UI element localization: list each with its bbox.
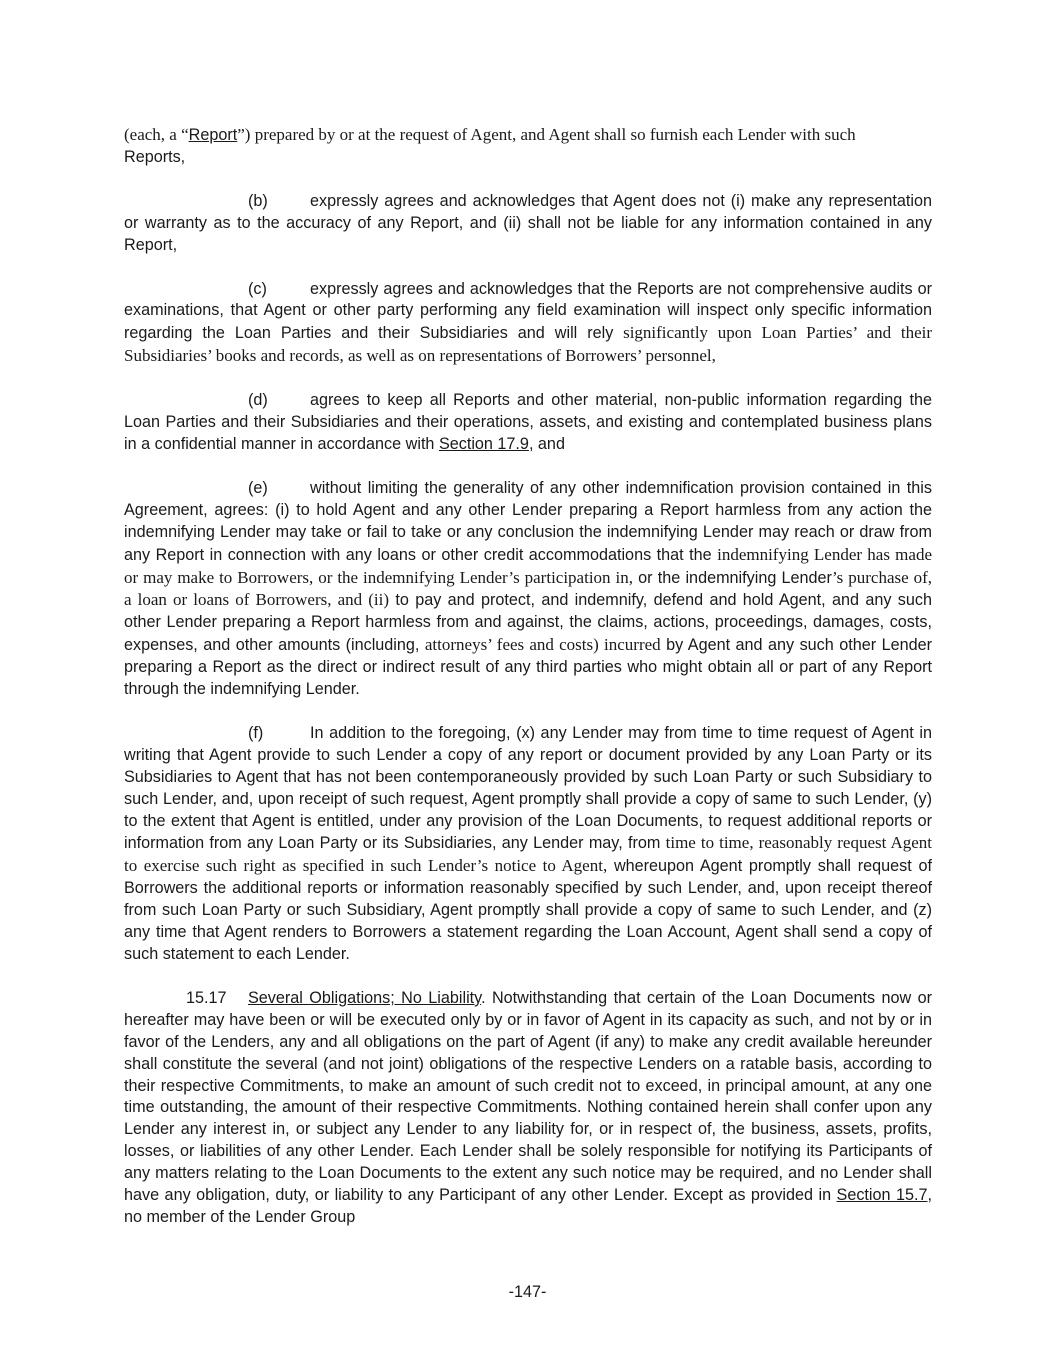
clause-c	[124, 279, 932, 369]
section-17-9-link[interactable]: Section 17.9	[438, 434, 529, 453]
section-15-17	[124, 988, 932, 1229]
intro-post: ”) prepared by or at the request of Agent, and Agent shall so furnish each Lender with such	[237, 125, 856, 144]
clause-text: whereupon Agent promptly shall request of Borrowers the additional reports or information reasonably specified by such Lender, and, upon receipt thereof from such Loan Party or such Subsidiary, Agent promptly shall provide a copy of same to such Lender, and (z) any time that Agent renders to Borrowers a statement regarding the Loan Account, Agent shall send a copy of such statement to each Lender.	[124, 857, 932, 963]
section-text: . Notwithstanding that certain of the Loan Documents now or hereafter may have been or will be executed only by or in favor of Agent in its capacity as such, and not by or in favor of the Lenders, any and all obligations on the part of Agent (if any) to make any credit available hereunder shall constitute the several (and not joint) obligations of the respective Lenders on a ratable basis, according to their respective Commitments, to make an amount of such credit not to exceed, in principal amount, at any one time outstanding, the amount of their respective Commitments. Nothing contained herein shall confer upon any Lender any interest in, or subject any Lender to any liability for, or in respect of, the business, assets, profits, losses, or liabilities of any other Lender. Each Lender shall be solely responsible for notifying its Participants of any matters relating to the Loan Documents to the extent any such notice may be required, and no Lender shall have any obligation, duty, or liability to any Participant of any other Lender. Except as provided in	[124, 988, 932, 1205]
clause-text: , and	[528, 434, 565, 453]
clause-text: or the indemnifying Lender	[632, 568, 832, 587]
clause-text-serif: attorneys’ fees and costs) incurred	[424, 635, 661, 655]
clause-text-serif: time to time, reasonably request Agent to exercise such right as specified in such Lender’s notice to Agent,	[124, 833, 932, 876]
section-number: 15.17	[186, 988, 227, 1007]
clause-text: to pay and protect, and indemnify, defend and hold Agent, and any such other Lender preparing a Report harmless from and against, the claims, actions, proceedings, damages, costs, expenses, and other amounts (including,	[124, 591, 932, 655]
section-text: , no member of the Lender Group	[124, 1186, 932, 1226]
page-number: -147-	[508, 1283, 547, 1301]
clause-marker: (e)	[248, 478, 268, 497]
clause-text: expressly agrees and acknowledges that the Reports are not comprehensive audits or examinations, that Agent or other party performing any field examination will inspect only specific information regarding the Loan Parties and their Subsidiaries and will rely	[124, 279, 932, 343]
intro-cont: Reports,	[124, 147, 186, 166]
clause-e	[124, 478, 932, 701]
section-15-7-link[interactable]: Section 15.7	[836, 1186, 928, 1205]
clause-text-serif: ’s purchase of, a loan or loans of Borrowers, and (ii)	[124, 567, 933, 610]
clause-text: by Agent and any such other Lender preparing a Report as the direct or indirect result of any third parties who might obtain all or part of any Report through the indemnifying Lender.	[124, 636, 932, 699]
clause-text: In addition to the foregoing, (x) any Lender may from time to time request of Agent in writing that Agent provide to such Lender a copy of any report or document provided by any Loan Party or its Subsidiaries to Agent that has not been contemporaneously provided by such Loan Party or such Subsidiary to such Lender, and, upon receipt of such request, Agent promptly shall provide a copy of same to such Lender, (y) to the extent that Agent is entitled, under any provision of the Loan Documents, to request additional reports or information from any Loan Party or its Subsidiaries, any Lender may, from	[124, 723, 932, 853]
clause-text-serif: significantly upon Loan Parties’ and their Subsidiaries’ books and records, as well as on representations of Borrowers’ personnel,	[124, 323, 933, 366]
clause-text-serif: indemnifying Lender has made or may make to Borrowers, or the indemnifying Lender’s participation in,	[124, 544, 932, 587]
clause-text: expressly agrees and acknowledges that Agent does not (i) make any representation or warranty as to the accuracy of any Report, and (ii) shall not be liable for any information contained in any Report,	[124, 191, 932, 254]
document-page	[124, 124, 932, 1251]
clause-text: agrees to keep all Reports and other material, non-public information regarding the Loan Parties and their Subsidiaries and their operations, assets, and existing and contemplated business plans in a confidential manner in accordance with	[124, 391, 932, 453]
intro-paragraph	[124, 124, 932, 169]
clause-marker: (b)	[248, 191, 268, 210]
clause-marker: (d)	[248, 391, 268, 410]
clause-f	[124, 723, 932, 966]
clause-d	[124, 390, 932, 456]
section-heading: Several Obligations; No Liability	[248, 988, 482, 1007]
clause-marker: (f)	[248, 723, 264, 742]
report-term: Report	[188, 126, 238, 144]
clause-text: without limiting the generality of any other indemnification provision contained in this Agreement, agrees: (i) to hold Agent and any other Lender preparing a Report harmless from any action the indemnifying Lender may take or fail to take or any conclusion the indemnifying Lender may reach or draw from any Report in connection with any loans or other credit accommodations that the	[124, 478, 932, 564]
clause-marker: (c)	[248, 279, 267, 298]
intro-pre: (each, a “	[124, 125, 189, 144]
clause-b	[124, 191, 932, 257]
